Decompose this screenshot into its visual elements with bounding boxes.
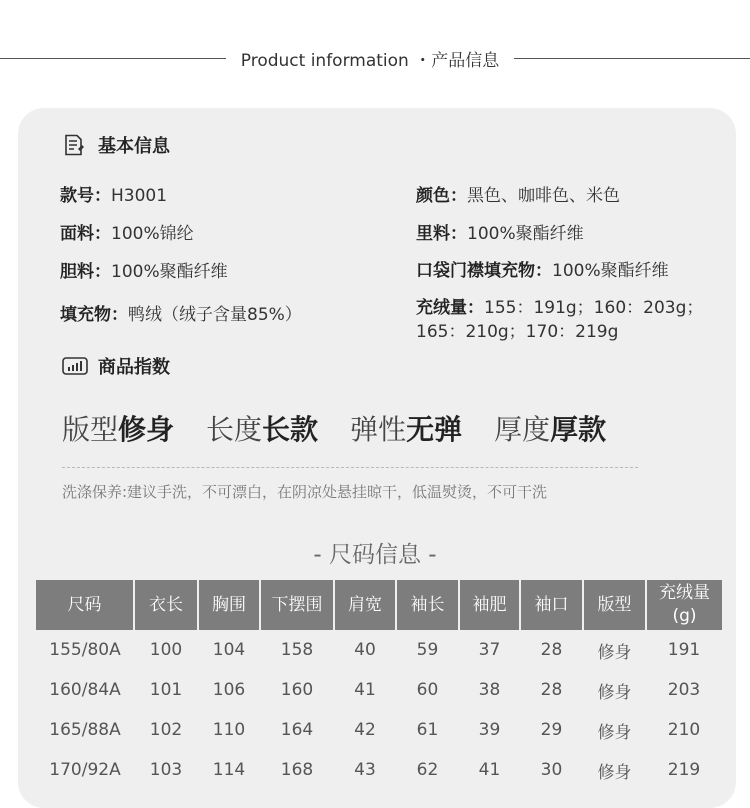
section-header-title: Product information ・产品信息: [240, 51, 500, 71]
size-info-title: - 尺码信息 -: [313, 542, 437, 568]
product-index-title: 商品指数: [98, 357, 170, 378]
table-cell: 43: [354, 760, 376, 780]
column-header: 衣长: [134, 580, 198, 630]
signal-bars-icon: [62, 354, 86, 378]
table-cell: 28: [540, 640, 563, 660]
table-cell: 168: [280, 760, 314, 780]
size-table-header: [36, 580, 722, 630]
table-row: [36, 710, 722, 750]
table-cell: 160: [280, 680, 314, 700]
table-row: [36, 750, 722, 790]
field-filling: 填充物：鸭绒（绒子含量85%）: [60, 305, 302, 325]
table-cell: 155/80A: [49, 640, 121, 660]
table-cell: 60: [416, 680, 439, 700]
column-header: 版型: [583, 580, 646, 630]
table-cell: 修身: [597, 642, 632, 663]
table-cell: 100: [149, 640, 183, 660]
column-header: 充绒量 (g): [646, 580, 722, 630]
column-header: 尺码: [36, 580, 134, 630]
care-instructions: 洗涤保养:建议手洗，不可漂白，在阴凉处悬挂晾干，低温熨烫，不可干洗: [62, 483, 548, 501]
table-cell: 170/92A: [49, 760, 121, 780]
size-table: [36, 580, 722, 790]
table-cell: 42: [354, 720, 376, 740]
table-cell: 61: [416, 720, 439, 740]
field-pocket-filling: 口袋门襟填充物：100%聚酯纤维: [416, 261, 669, 281]
product-index-list: [62, 408, 662, 448]
table-cell: 41: [354, 680, 376, 700]
document-list-icon: [62, 133, 86, 157]
column-header: 下摆围: [260, 580, 334, 630]
table-cell: 修身: [597, 682, 632, 703]
table-cell: 104: [212, 640, 246, 660]
table-cell: 219: [667, 760, 701, 780]
table-cell: 修身: [597, 722, 632, 743]
index-fit: 版型修身: [62, 413, 175, 446]
table-cell: 30: [540, 760, 563, 780]
table-cell: 28: [540, 680, 563, 700]
header-left-line: [0, 58, 226, 59]
table-cell: 59: [416, 640, 439, 660]
basic-info-title: 基本信息: [98, 136, 170, 157]
table-cell: 41: [478, 760, 501, 780]
field-inner: 胆料：100%聚酯纤维: [60, 262, 228, 282]
table-cell: 40: [354, 640, 376, 660]
table-cell: 修身: [597, 762, 632, 783]
header-right-line: [514, 58, 750, 59]
table-cell: 165/88A: [49, 720, 121, 740]
table-cell: 62: [416, 760, 439, 780]
header-row: [0, 40, 750, 76]
table-cell: 114: [212, 760, 246, 780]
column-header: 袖长: [396, 580, 459, 630]
column-header: 袖肥: [459, 580, 520, 630]
table-cell: 110: [212, 720, 246, 740]
dashed-divider: [62, 467, 638, 468]
table-cell: 38: [478, 680, 501, 700]
table-cell: 39: [478, 720, 501, 740]
column-header: 肩宽: [334, 580, 396, 630]
column-header: 胸围: [198, 580, 260, 630]
index-length: 长度长款: [206, 413, 319, 446]
index-elasticity: 弹性无弹: [350, 413, 463, 446]
table-row: [36, 630, 722, 670]
table-cell: 164: [280, 720, 314, 740]
table-row: [36, 670, 722, 710]
index-thickness: 厚度厚款: [494, 413, 607, 446]
field-fill-amount: 充绒量：155：191g；160：203g；165：210g；170：219g: [416, 298, 704, 342]
field-style-no: 款号：H3001: [60, 186, 168, 206]
table-cell: 29: [540, 720, 563, 740]
table-cell: 191: [667, 640, 701, 660]
table-cell: 210: [667, 720, 701, 740]
table-cell: 103: [149, 760, 183, 780]
column-header: 袖口: [520, 580, 583, 630]
field-lining: 里料：100%聚酯纤维: [416, 224, 584, 244]
table-cell: 160/84A: [49, 680, 121, 700]
basic-info-heading: [62, 131, 170, 159]
table-cell: 102: [149, 720, 183, 740]
table-cell: 37: [478, 640, 501, 660]
field-fabric: 面料：100%锦纶: [60, 224, 194, 244]
table-cell: 203: [667, 680, 701, 700]
product-index-heading: [62, 352, 170, 380]
table-cell: 106: [212, 680, 246, 700]
table-cell: 158: [280, 640, 314, 660]
table-cell: 101: [149, 680, 183, 700]
field-color: 颜色：黑色、咖啡色、米色: [416, 186, 620, 206]
